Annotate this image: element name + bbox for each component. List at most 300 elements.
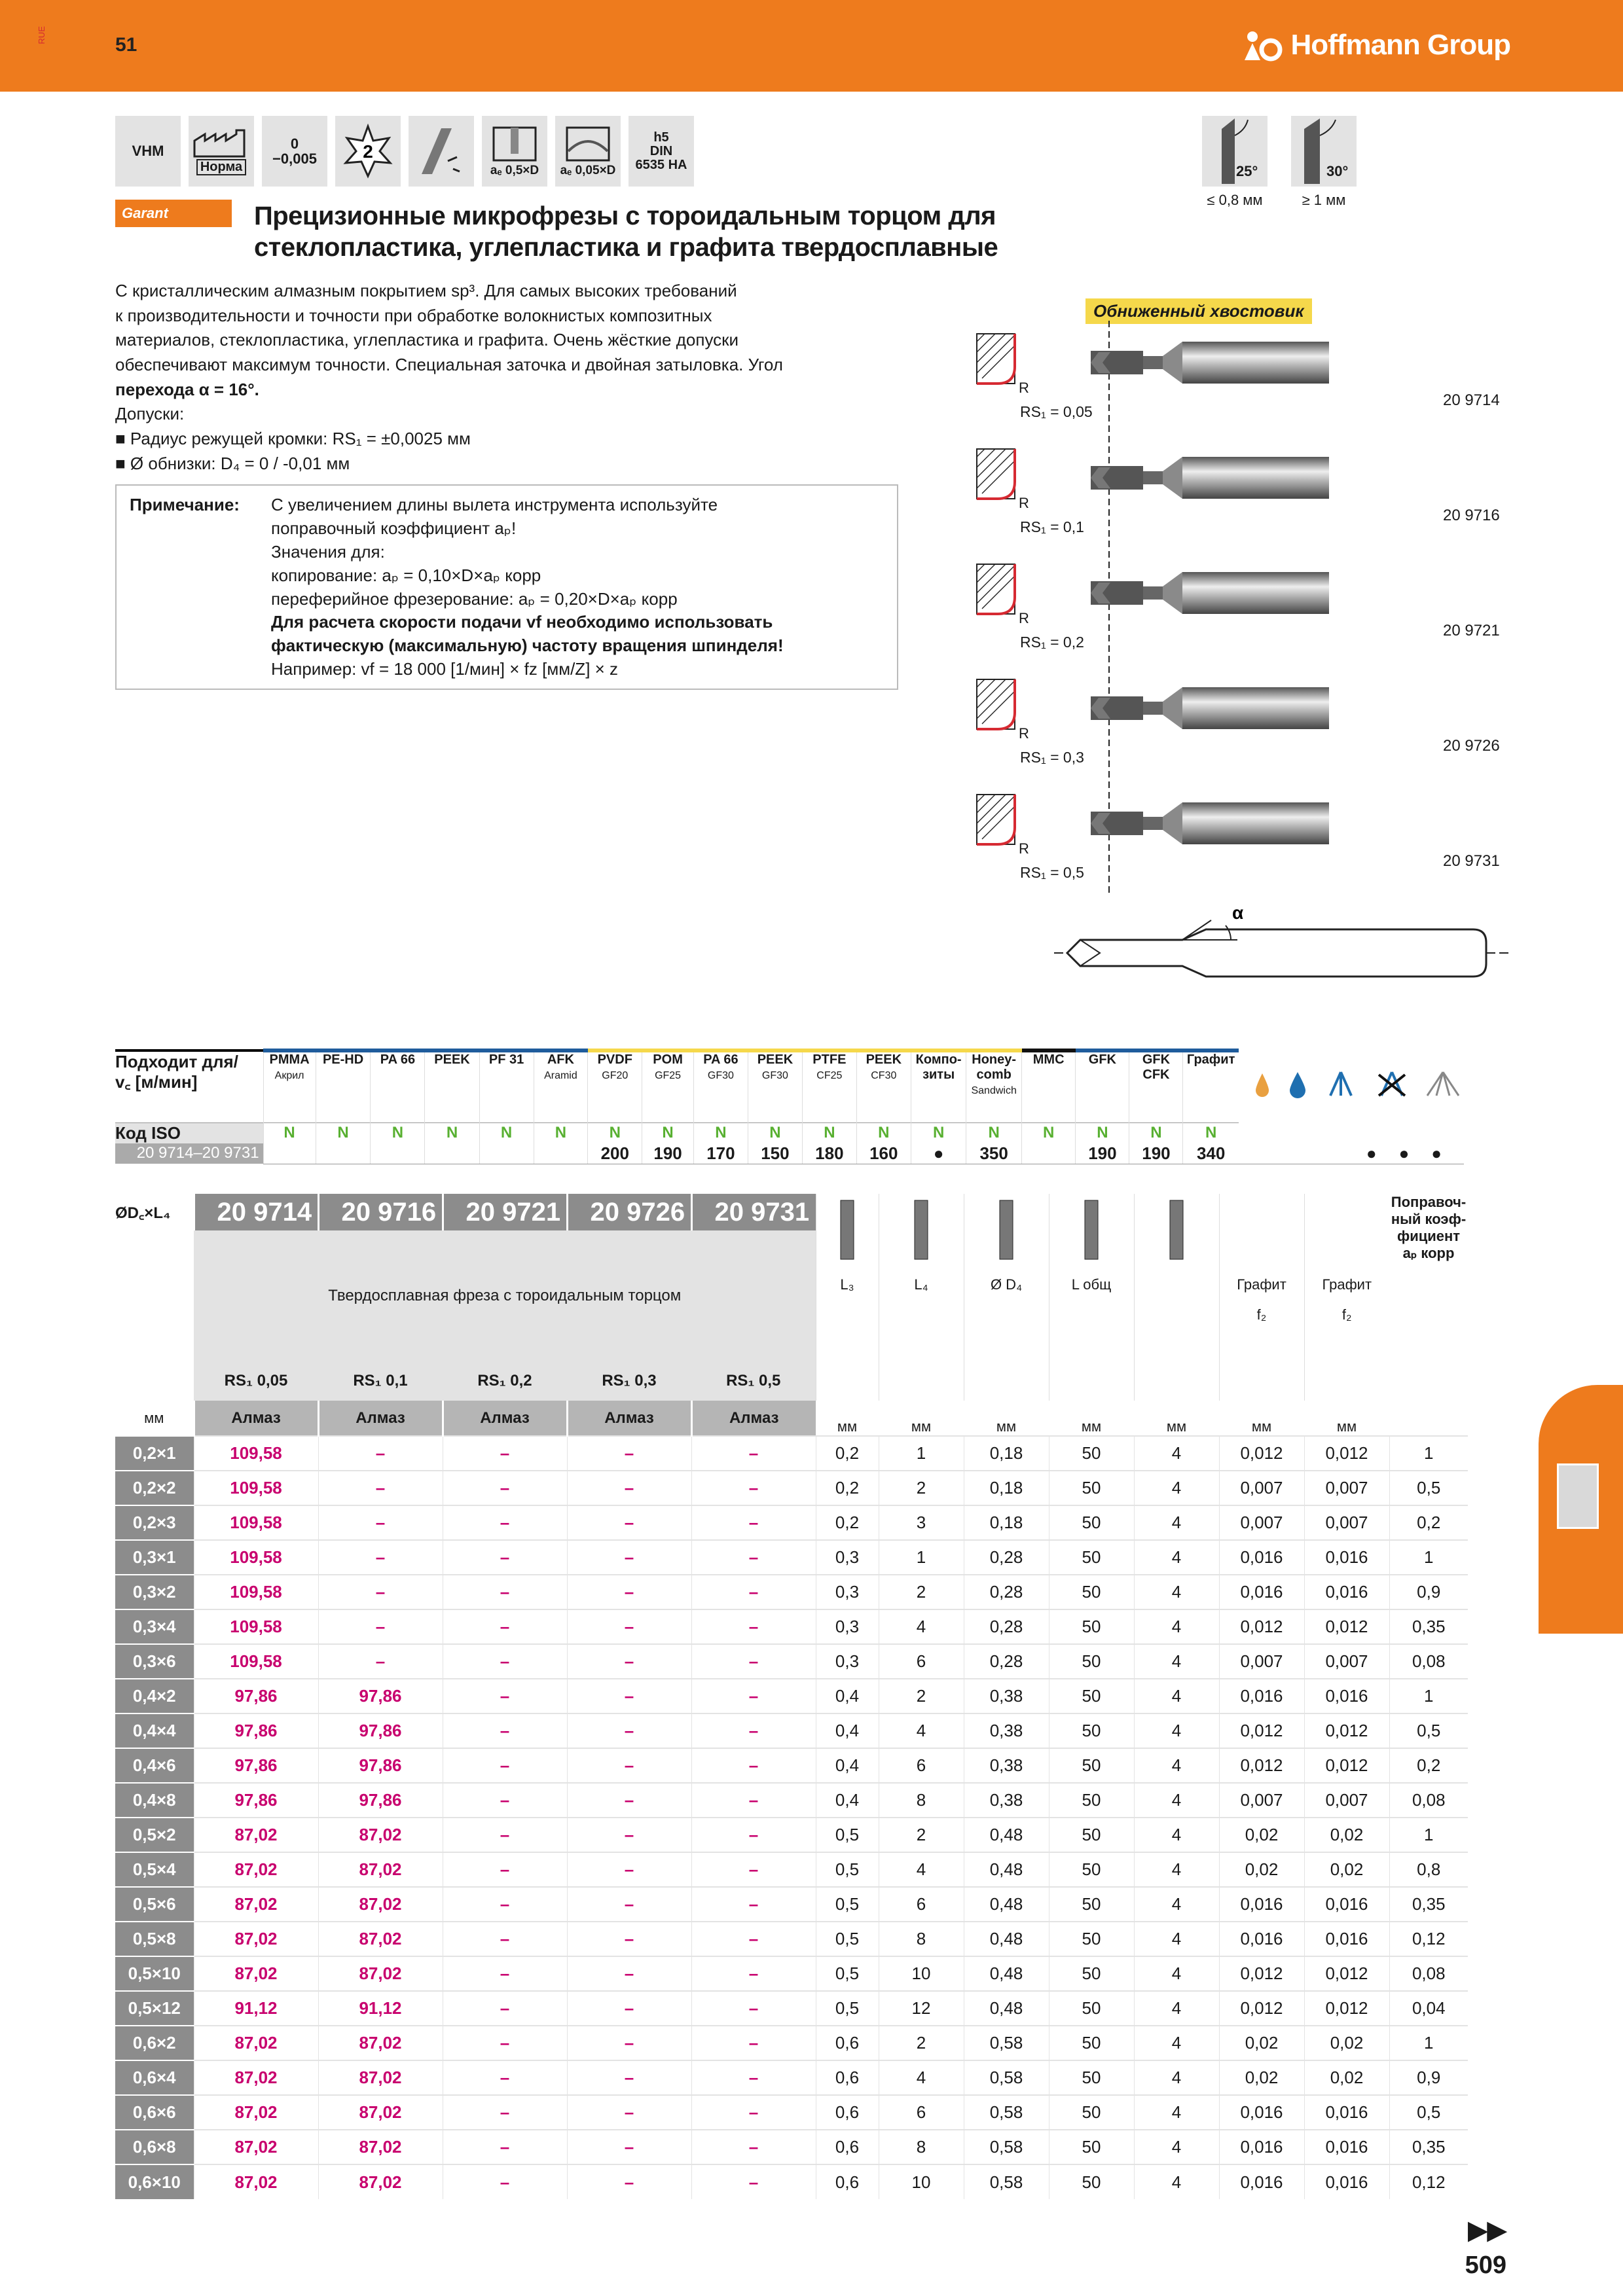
price-cell[interactable]: – bbox=[443, 1887, 567, 1922]
param-label: Графит bbox=[1322, 1276, 1372, 1293]
material-column bbox=[966, 1050, 1022, 1122]
note-text bbox=[271, 493, 886, 681]
product-code[interactable]: 20 9721 bbox=[443, 1194, 567, 1230]
vhm-icon bbox=[115, 116, 181, 187]
price-cell[interactable]: – bbox=[567, 2026, 691, 2060]
param-dim-icon bbox=[1242, 1194, 1281, 1272]
param-cell: 0,48 bbox=[964, 1991, 1049, 2026]
product-code[interactable]: 20 9726 bbox=[567, 1194, 691, 1230]
price-cell[interactable]: – bbox=[318, 1471, 443, 1505]
material-sub: GF25 bbox=[655, 1070, 682, 1081]
radius-label: R bbox=[1019, 610, 1029, 626]
price-cell[interactable]: – bbox=[567, 1505, 691, 1540]
fz-label: f₂ bbox=[1256, 1306, 1267, 1323]
material-name: POM bbox=[653, 1052, 683, 1067]
price-cell[interactable]: 87,02 bbox=[318, 2060, 443, 2095]
endmill-drawing bbox=[962, 673, 1512, 784]
price-cell[interactable]: 97,86 bbox=[318, 1748, 443, 1783]
param-dim-icon bbox=[1072, 1194, 1111, 1272]
table-row[interactable] bbox=[115, 2130, 1468, 2164]
angle-25-box bbox=[1202, 116, 1267, 187]
row-dimension: 0,4×6 bbox=[115, 1748, 194, 1783]
param-cell: 0,02 bbox=[1219, 1818, 1304, 1852]
price-cell[interactable]: – bbox=[691, 1575, 816, 1609]
price-cell[interactable]: – bbox=[567, 1852, 691, 1887]
price-cell[interactable]: – bbox=[443, 1436, 567, 1471]
price-cell[interactable]: – bbox=[443, 2130, 567, 2164]
table-row[interactable] bbox=[115, 1887, 1468, 1922]
price-cell[interactable]: – bbox=[567, 1818, 691, 1852]
endmill-drawing bbox=[962, 788, 1512, 899]
price-cell[interactable]: – bbox=[443, 1471, 567, 1505]
param-cell: 50 bbox=[1049, 1609, 1134, 1644]
slot-icon bbox=[488, 125, 541, 164]
footer-page-number: 509 bbox=[1465, 2251, 1506, 2279]
factory-icon bbox=[192, 128, 251, 159]
iso-label: Код ISO bbox=[115, 1122, 263, 1143]
price-cell[interactable]: – bbox=[443, 2164, 567, 2199]
coating-label: Алмаз bbox=[567, 1401, 691, 1436]
price-cell[interactable]: – bbox=[691, 1713, 816, 1748]
product-title: Прецизионные микрофрезы с тороидальным торцом для стеклопластика, углепластика и графита твердосплавные bbox=[254, 202, 998, 262]
param-cell: 0,007 bbox=[1219, 1505, 1304, 1540]
table-row[interactable] bbox=[115, 1713, 1468, 1748]
desc-line: С кристаллическим алмазным покрытием sp³. Для самых высоких требований bbox=[115, 281, 737, 300]
param-dim-icon bbox=[828, 1194, 867, 1272]
material-name: AFK bbox=[547, 1052, 574, 1067]
slot-depth-label: aₑ 0,5×D bbox=[490, 164, 539, 178]
dim-label: ØD꜀×L₄ bbox=[115, 1204, 171, 1222]
price-cell[interactable]: – bbox=[567, 2095, 691, 2130]
param-header bbox=[1134, 1194, 1219, 1401]
cutting-speed bbox=[263, 1143, 316, 1164]
param-cell: 50 bbox=[1049, 1575, 1134, 1609]
param-cell: 50 bbox=[1049, 1679, 1134, 1713]
param-cell: 0,012 bbox=[1219, 1748, 1304, 1783]
shank-label: h5 DIN 6535 HA bbox=[635, 130, 687, 172]
price-cell[interactable]: 87,02 bbox=[318, 1852, 443, 1887]
param-cell: 2 bbox=[879, 2026, 964, 2060]
param-cell: 10 bbox=[879, 1956, 964, 1991]
price-cell[interactable]: 97,86 bbox=[318, 1679, 443, 1713]
price-cell[interactable]: – bbox=[567, 1540, 691, 1575]
product-code[interactable]: 20 9731 bbox=[691, 1194, 816, 1230]
param-cell: 0,35 bbox=[1389, 1887, 1468, 1922]
section-tab[interactable] bbox=[1539, 1385, 1623, 1634]
param-cell: 0,28 bbox=[964, 1540, 1049, 1575]
price-cell[interactable]: – bbox=[691, 1783, 816, 1818]
price-cell[interactable]: – bbox=[567, 1783, 691, 1818]
price-cell[interactable]: 87,02 bbox=[318, 1922, 443, 1956]
description bbox=[115, 279, 868, 476]
price-cell[interactable]: – bbox=[318, 1540, 443, 1575]
desc-line: Допуски: bbox=[115, 404, 185, 424]
param-header bbox=[1219, 1194, 1304, 1401]
rs-label: RS₁ 0,2 bbox=[443, 1361, 567, 1401]
price-cell[interactable]: 87,02 bbox=[318, 2130, 443, 2164]
row-dimension: 0,3×4 bbox=[115, 1609, 194, 1644]
param-cell: 3 bbox=[879, 1505, 964, 1540]
table-row[interactable] bbox=[115, 1922, 1468, 1956]
table-row[interactable] bbox=[115, 1748, 1468, 1783]
param-cell: 0,08 bbox=[1389, 1783, 1468, 1818]
price-cell[interactable]: – bbox=[443, 2060, 567, 2095]
tolerance-icon bbox=[262, 116, 327, 187]
param-cell: 0,007 bbox=[1219, 1471, 1304, 1505]
param-cell: 0,6 bbox=[816, 2026, 879, 2060]
table-row[interactable] bbox=[115, 1991, 1468, 2026]
price-cell[interactable]: – bbox=[567, 1436, 691, 1471]
price-cell[interactable]: 87,02 bbox=[318, 2095, 443, 2130]
param-cell: 6 bbox=[879, 2095, 964, 2130]
param-cell: 0,58 bbox=[964, 2130, 1049, 2164]
price-cell[interactable]: – bbox=[567, 1991, 691, 2026]
param-cell: 2 bbox=[879, 1679, 964, 1713]
price-cell[interactable]: – bbox=[443, 1818, 567, 1852]
table-row[interactable] bbox=[115, 1852, 1468, 1887]
price-cell[interactable]: – bbox=[318, 1436, 443, 1471]
price-cell[interactable]: – bbox=[567, 2164, 691, 2199]
angle-icon-30 bbox=[1291, 116, 1357, 209]
price-cell[interactable]: 87,02 bbox=[194, 2164, 318, 2199]
price-cell[interactable]: – bbox=[567, 1887, 691, 1922]
price-cell[interactable]: 87,02 bbox=[194, 2060, 318, 2095]
material-column bbox=[534, 1050, 588, 1122]
param-cell: 0,2 bbox=[816, 1505, 879, 1540]
price-cell[interactable]: – bbox=[567, 2130, 691, 2164]
price-cell[interactable]: 87,02 bbox=[194, 1922, 318, 1956]
price-cell[interactable]: – bbox=[443, 1748, 567, 1783]
row-dimension: 0,5×12 bbox=[115, 1991, 194, 2026]
param-cell: 0,5 bbox=[1389, 2095, 1468, 2130]
endmill-drawing bbox=[962, 442, 1512, 554]
price-cell[interactable]: – bbox=[567, 1644, 691, 1679]
price-cell[interactable]: – bbox=[318, 1505, 443, 1540]
price-cell[interactable]: 87,02 bbox=[194, 1818, 318, 1852]
price-cell[interactable]: – bbox=[443, 1644, 567, 1679]
price-cell[interactable]: 97,86 bbox=[194, 1783, 318, 1818]
price-cell[interactable]: – bbox=[567, 1956, 691, 1991]
param-header bbox=[879, 1194, 964, 1401]
angle-25-value: 25° bbox=[1236, 163, 1258, 179]
unit-label: мм bbox=[1166, 1418, 1187, 1435]
price-cell[interactable]: – bbox=[318, 1609, 443, 1644]
price-cell[interactable]: 87,02 bbox=[318, 1956, 443, 1991]
param-cell: 0,012 bbox=[1304, 1956, 1389, 1991]
param-cell: 0,012 bbox=[1304, 1991, 1389, 2026]
price-cell[interactable]: 87,02 bbox=[318, 2026, 443, 2060]
tools-illustration bbox=[962, 288, 1512, 1014]
price-cell[interactable]: 109,58 bbox=[194, 1505, 318, 1540]
param-cell: 50 bbox=[1049, 1748, 1134, 1783]
price-cell[interactable]: – bbox=[691, 1887, 816, 1922]
cutting-speed: 160 bbox=[856, 1143, 911, 1164]
price-cell[interactable]: – bbox=[443, 1783, 567, 1818]
price-cell[interactable]: – bbox=[691, 2095, 816, 2130]
param-cell: 0,3 bbox=[816, 1609, 879, 1644]
material-name: PMMA bbox=[269, 1052, 310, 1067]
param-cell: 0,8 bbox=[1389, 1852, 1468, 1887]
price-cell[interactable]: – bbox=[443, 1575, 567, 1609]
note-line: Значения для: bbox=[271, 541, 385, 562]
contour-depth-icon bbox=[555, 116, 621, 187]
price-cell[interactable]: – bbox=[567, 1575, 691, 1609]
param-cell: 12 bbox=[879, 1991, 964, 2026]
material-sub: Aramid bbox=[544, 1070, 577, 1081]
material-name: GFK CFK bbox=[1142, 1052, 1171, 1082]
price-cell[interactable]: – bbox=[691, 2164, 816, 2199]
radius-label: R bbox=[1019, 495, 1029, 511]
unit-label: мм bbox=[1081, 1418, 1102, 1435]
note-line: копирование: aₚ = 0,10×D×aₚ корр bbox=[271, 565, 541, 585]
param-cell: 6 bbox=[879, 1644, 964, 1679]
angle-icon-25 bbox=[1202, 116, 1267, 209]
brand-name: Hoffmann Group bbox=[1290, 29, 1510, 61]
price-cell[interactable]: 87,02 bbox=[194, 2130, 318, 2164]
angle-25-label: ≤ 0,8 мм bbox=[1207, 192, 1263, 208]
price-cell[interactable]: – bbox=[691, 1991, 816, 2026]
product-code[interactable]: 20 9716 bbox=[318, 1194, 443, 1230]
price-cell[interactable]: – bbox=[443, 1956, 567, 1991]
tool-item bbox=[962, 558, 1512, 669]
product-code[interactable]: 20 9714 bbox=[194, 1194, 318, 1230]
price-cell[interactable]: 87,02 bbox=[318, 2164, 443, 2199]
param-cell: 4 bbox=[1134, 2130, 1219, 2164]
radius-value: RS₁ = 0,2 bbox=[1020, 634, 1084, 651]
price-cell[interactable]: – bbox=[443, 1852, 567, 1887]
price-cell[interactable]: 109,58 bbox=[194, 1540, 318, 1575]
price-cell[interactable]: – bbox=[691, 2026, 816, 2060]
alpha-angle-drawing bbox=[1054, 897, 1512, 988]
table-row[interactable] bbox=[115, 2095, 1468, 2130]
param-cell: 0,6 bbox=[816, 2164, 879, 2199]
price-cell[interactable]: – bbox=[567, 1922, 691, 1956]
next-page-arrows[interactable]: ▶▶ bbox=[1468, 2217, 1506, 2244]
cutting-speed: 350 bbox=[966, 1143, 1022, 1164]
price-cell[interactable]: 91,12 bbox=[318, 1991, 443, 2026]
price-cell[interactable]: – bbox=[443, 1609, 567, 1644]
price-cell[interactable]: – bbox=[691, 2130, 816, 2164]
iso-value: N bbox=[642, 1122, 694, 1143]
row-dimension: 0,3×6 bbox=[115, 1644, 194, 1679]
param-cell: 0,016 bbox=[1304, 2130, 1389, 2164]
price-cell[interactable]: – bbox=[567, 1609, 691, 1644]
price-cell[interactable]: – bbox=[691, 2060, 816, 2095]
row-dimension: 0,6×2 bbox=[115, 2026, 194, 2060]
param-cell: 0,016 bbox=[1219, 2164, 1304, 2199]
table-row[interactable] bbox=[115, 1540, 1468, 1575]
param-cell: 4 bbox=[1134, 1852, 1219, 1887]
param-cell: 50 bbox=[1049, 1540, 1134, 1575]
iso-value: N bbox=[588, 1122, 642, 1143]
norm-icon bbox=[189, 116, 254, 187]
price-cell[interactable]: – bbox=[567, 1679, 691, 1713]
angle-30-label: ≥ 1 мм bbox=[1302, 192, 1346, 208]
material-column bbox=[588, 1050, 642, 1122]
price-cell[interactable]: 87,02 bbox=[194, 1852, 318, 1887]
table-row[interactable] bbox=[115, 1818, 1468, 1852]
tool-code: 20 9721 bbox=[1443, 622, 1500, 639]
coolant-mark: ● bbox=[1431, 1143, 1464, 1163]
price-cell[interactable]: – bbox=[443, 1540, 567, 1575]
contour-icon bbox=[562, 125, 614, 164]
iso-value: N bbox=[479, 1122, 534, 1143]
material-table-body bbox=[115, 1049, 1464, 1164]
param-cell: 0,5 bbox=[816, 1887, 879, 1922]
material-column bbox=[911, 1050, 966, 1122]
price-cell[interactable]: 87,02 bbox=[194, 1956, 318, 1991]
price-cell[interactable]: 109,58 bbox=[194, 1609, 318, 1644]
table-row[interactable] bbox=[115, 1783, 1468, 1818]
unit-label: мм bbox=[996, 1418, 1017, 1435]
price-cell[interactable]: 87,02 bbox=[194, 1887, 318, 1922]
table-row[interactable] bbox=[115, 1471, 1468, 1505]
property-icons bbox=[115, 116, 694, 187]
param-cell: 0,007 bbox=[1304, 1471, 1389, 1505]
price-cell[interactable]: – bbox=[567, 2060, 691, 2095]
param-cell: 4 bbox=[1134, 1748, 1219, 1783]
param-cell: 0,02 bbox=[1304, 1818, 1389, 1852]
cutting-speed bbox=[479, 1143, 534, 1164]
price-cell[interactable]: 109,58 bbox=[194, 1436, 318, 1471]
price-cell[interactable]: 87,02 bbox=[194, 2026, 318, 2060]
price-cell[interactable]: – bbox=[318, 1644, 443, 1679]
row-dimension: 0,5×8 bbox=[115, 1922, 194, 1956]
price-cell[interactable]: – bbox=[691, 1505, 816, 1540]
param-cell: 1 bbox=[879, 1540, 964, 1575]
row-dimension: 0,6×8 bbox=[115, 2130, 194, 2164]
tool-code: 20 9731 bbox=[1443, 852, 1500, 870]
price-cell[interactable]: 87,02 bbox=[318, 1887, 443, 1922]
table-row[interactable] bbox=[115, 1956, 1468, 1991]
price-cell[interactable]: – bbox=[567, 1748, 691, 1783]
iso-value: N bbox=[911, 1122, 966, 1143]
price-cell[interactable]: 97,86 bbox=[318, 1783, 443, 1818]
tool-item bbox=[962, 442, 1512, 554]
price-cell[interactable]: – bbox=[318, 1575, 443, 1609]
param-cell: 0,2 bbox=[816, 1471, 879, 1505]
param-cell: 0,58 bbox=[964, 2164, 1049, 2199]
price-cell[interactable]: 87,02 bbox=[194, 2095, 318, 2130]
price-cell[interactable]: 109,58 bbox=[194, 1471, 318, 1505]
param-cell: 0,58 bbox=[964, 2026, 1049, 2060]
price-cell[interactable]: 91,12 bbox=[194, 1991, 318, 2026]
price-cell[interactable]: – bbox=[443, 2026, 567, 2060]
cutting-speed: 170 bbox=[693, 1143, 748, 1164]
price-cell[interactable]: 109,58 bbox=[194, 1575, 318, 1609]
desc-line: материалов, стеклопластика, углепластика и графита. Очень жёсткие допуски bbox=[115, 330, 739, 350]
param-cell: 0,02 bbox=[1219, 2060, 1304, 2095]
price-cell[interactable]: 87,02 bbox=[318, 1818, 443, 1852]
table-row[interactable] bbox=[115, 2060, 1468, 2095]
param-cell: 8 bbox=[879, 2130, 964, 2164]
material-name: PA 66 bbox=[703, 1052, 739, 1067]
endmill-drawing bbox=[962, 327, 1512, 439]
range-label: 20 9714–20 9731 bbox=[115, 1143, 263, 1164]
price-cell[interactable]: 97,86 bbox=[194, 1713, 318, 1748]
price-cell[interactable]: – bbox=[567, 1471, 691, 1505]
price-cell[interactable]: – bbox=[691, 1956, 816, 1991]
param-cell: 0,016 bbox=[1304, 1922, 1389, 1956]
table-row[interactable] bbox=[115, 2164, 1468, 2199]
air-icon bbox=[1422, 1069, 1464, 1103]
spray-icon bbox=[1320, 1069, 1362, 1103]
param-cell: 2 bbox=[879, 1471, 964, 1505]
param-cell: 0,6 bbox=[816, 2095, 879, 2130]
param-cell: 1 bbox=[1389, 1679, 1468, 1713]
rs-label: RS₁ 0,5 bbox=[691, 1361, 816, 1401]
param-cell: 4 bbox=[879, 1609, 964, 1644]
iso-value: N bbox=[748, 1122, 802, 1143]
price-cell[interactable]: – bbox=[443, 2095, 567, 2130]
param-cell: 0,38 bbox=[964, 1783, 1049, 1818]
param-cell: 0,016 bbox=[1219, 1887, 1304, 1922]
param-cell: 0,016 bbox=[1304, 1540, 1389, 1575]
table-row[interactable] bbox=[115, 1575, 1468, 1609]
table-row[interactable] bbox=[115, 1436, 1468, 1471]
star-icon bbox=[340, 124, 395, 179]
param-header bbox=[816, 1194, 879, 1401]
table-row[interactable] bbox=[115, 1505, 1468, 1540]
price-cell[interactable]: – bbox=[691, 1748, 816, 1783]
price-cell[interactable]: – bbox=[443, 1922, 567, 1956]
price-cell[interactable]: – bbox=[691, 1679, 816, 1713]
iso-value: N bbox=[263, 1122, 316, 1143]
table-row[interactable] bbox=[115, 1679, 1468, 1713]
product-table-body bbox=[115, 1194, 1468, 2199]
price-cell[interactable]: 97,86 bbox=[318, 1713, 443, 1748]
price-cell[interactable]: – bbox=[443, 1505, 567, 1540]
price-cell[interactable]: – bbox=[691, 1922, 816, 1956]
contour-depth-label: aₑ 0,05×D bbox=[560, 164, 616, 178]
price-cell[interactable]: – bbox=[691, 1644, 816, 1679]
material-name: PEEK bbox=[757, 1052, 793, 1067]
param-cell: 0,6 bbox=[816, 2130, 879, 2164]
price-cell[interactable]: – bbox=[691, 1609, 816, 1644]
price-cell[interactable]: – bbox=[567, 1713, 691, 1748]
table-row[interactable] bbox=[115, 2026, 1468, 2060]
iso-value: N bbox=[1183, 1122, 1239, 1143]
price-cell[interactable]: – bbox=[691, 1852, 816, 1887]
table-row[interactable] bbox=[115, 1609, 1468, 1644]
note-line: переферийное фрезерование: aₚ = 0,20×D×aₚ корр bbox=[271, 588, 678, 609]
price-cell[interactable]: – bbox=[691, 1540, 816, 1575]
price-cell[interactable]: – bbox=[443, 1679, 567, 1713]
material-column bbox=[856, 1050, 911, 1122]
price-cell[interactable]: – bbox=[443, 1991, 567, 2026]
param-cell: 50 bbox=[1049, 1713, 1134, 1748]
param-cell: 4 bbox=[1134, 2095, 1219, 2130]
iso-value: N bbox=[371, 1122, 425, 1143]
price-cell[interactable]: – bbox=[691, 1436, 816, 1471]
param-cell: 0,02 bbox=[1219, 2026, 1304, 2060]
material-name: Компо- зиты bbox=[915, 1052, 962, 1082]
price-cell[interactable]: – bbox=[443, 1713, 567, 1748]
material-name: Графит bbox=[1186, 1052, 1235, 1067]
price-cell[interactable]: – bbox=[691, 1818, 816, 1852]
material-sub: GF20 bbox=[602, 1070, 629, 1081]
price-cell[interactable]: – bbox=[691, 1471, 816, 1505]
note-line: фактическую (максимальную) частоту вращения шпинделя! bbox=[271, 636, 784, 656]
param-cell: 0,02 bbox=[1304, 2026, 1389, 2060]
tool-item bbox=[962, 673, 1512, 784]
brand-logo[interactable] bbox=[1242, 29, 1510, 62]
price-cell[interactable]: 97,86 bbox=[194, 1748, 318, 1783]
table-row[interactable] bbox=[115, 1644, 1468, 1679]
material-sub: CF30 bbox=[871, 1070, 897, 1081]
price-cell[interactable]: 97,86 bbox=[194, 1679, 318, 1713]
price-cell[interactable]: 109,58 bbox=[194, 1644, 318, 1679]
